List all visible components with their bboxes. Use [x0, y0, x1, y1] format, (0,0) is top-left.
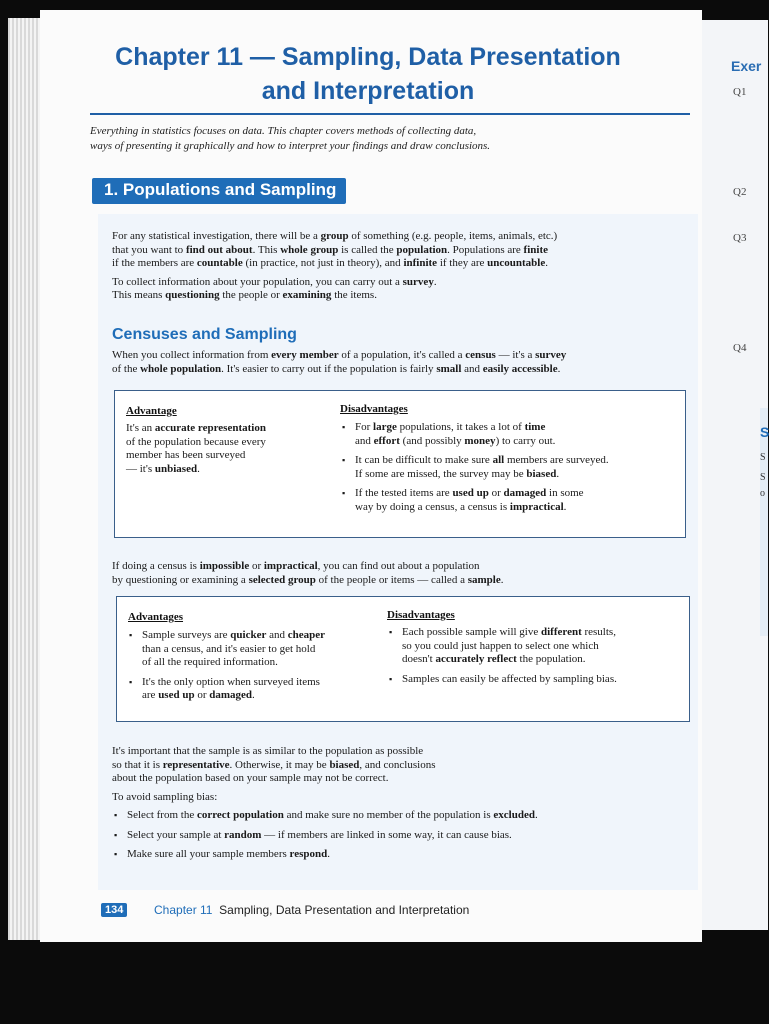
sample-disadvantages-list [387, 626, 687, 692]
bold-term: random [224, 828, 262, 841]
facing-page-heading: Exer [731, 58, 762, 74]
bold-term: whole population [140, 362, 222, 375]
survey-text: To collect information about your population, you can carry out a survey. This means questioning the people or examining the items. [112, 275, 437, 301]
census-disadvantages-heading: Disadvantages [340, 403, 408, 415]
sample-disadvantages-heading: Disadvantages [387, 609, 455, 621]
intro-line2: ways of presenting it graphically and how to interpret your findings and draw conclusions. [90, 140, 491, 152]
bold-term: impractical [509, 500, 564, 513]
bullet-item: ▪ If the tested items are used up or damaged in some way by doing a census, a census is impractical. [340, 487, 680, 514]
bold-term: excluded [493, 809, 535, 821]
bold-term: find out about [185, 243, 253, 256]
chapter-intro [90, 124, 650, 154]
bold-term: biased [329, 758, 360, 771]
bullet-item: ▪ It's the only option when surveyed items are used up or damaged. [127, 676, 382, 703]
bias-list [112, 809, 682, 862]
bold-term: quicker [230, 629, 267, 641]
bullet-item: ▪ For large populations, it takes a lot of time and effort (and possibly money) to carry out. [340, 421, 680, 448]
running-footer [154, 903, 469, 917]
facing-page-question: Q3 [733, 232, 747, 244]
bold-term: unbiased [154, 462, 198, 475]
bold-term: used up [158, 689, 195, 701]
bold-term: representative [162, 758, 230, 771]
bold-term: small [436, 362, 462, 375]
page-number: 134 [101, 903, 127, 917]
bold-term: different [541, 626, 582, 638]
footer-chapter-name: Sampling, Data Presentation and Interpretation [219, 903, 470, 917]
bullet-item: ▪ Select from the correct population and make sure no member of the population is excluded. [112, 809, 682, 823]
facing-page-panel [760, 408, 768, 636]
bold-term: easily accessible [482, 362, 558, 375]
sample-advantages-heading: Advantages [128, 611, 184, 623]
bold-term: finite [523, 243, 548, 256]
bullet-item: ▪ Each possible sample will give different results, so you could just happen to select one which doesn't accurately reflect the population. [387, 626, 687, 667]
bold-term: impossible [199, 560, 250, 572]
bold-term: survey [535, 349, 567, 361]
facing-page-question: Q4 [733, 342, 747, 354]
bold-term: uncountable [487, 257, 546, 269]
bias-lead: To avoid sampling bias: [112, 790, 218, 803]
bold-term: whole group [280, 243, 339, 256]
bullet-item: ▪ Sample surveys are quicker and cheaper than a census, and it's easier to get hold of all the required information. [127, 629, 382, 670]
bold-term: selected group [248, 573, 316, 586]
footer-chapter-label: Chapter 11 [154, 903, 213, 917]
bias-text: It's important that the sample is as similar to the population as possible so that it is representative. Otherwise, it may be biased, and conclusions about the population based on your sample may not be correct. [112, 745, 436, 784]
chapter-title-line2: and Interpretation [261, 77, 475, 105]
bold-term: damaged [503, 487, 547, 499]
bold-term: time [524, 421, 546, 433]
chapter-title [88, 40, 648, 108]
bold-term: accurate representation [154, 422, 266, 434]
bold-term: used up [452, 487, 489, 499]
bold-term: cheaper [287, 629, 325, 641]
intro-line1: Everything in statistics focuses on data. This chapter covers methods of collecting data, [90, 125, 477, 137]
bullet-item: ▪ It can be difficult to make sure all members are surveyed. If some are missed, the survey may be biased. [340, 454, 680, 481]
bold-term: correct population [196, 809, 284, 821]
bold-term: population [396, 243, 448, 256]
census-text: When you collect information from every member of a population, it's called a census — it's a survey of the whole population. It's easier to carry out if the population is fairly small and easily accessible. [112, 349, 567, 375]
bold-term: group [320, 230, 349, 242]
chapter-title-line1: Chapter 11 — Sampling, Data Presentation [115, 43, 621, 71]
bold-term: sample [467, 573, 501, 586]
sample-advantages-list [127, 629, 382, 709]
bold-term: large [373, 421, 397, 433]
bullet-item: ▪ Samples can easily be affected by sampling bias. [387, 673, 687, 687]
bold-term: money [464, 434, 496, 447]
facing-page-fragment: o [760, 488, 765, 499]
bold-term: survey [402, 275, 434, 288]
population-paragraph [112, 230, 682, 303]
subheading-censuses: Censuses and Sampling [112, 326, 297, 343]
title-rule [90, 113, 690, 115]
bold-term: accurately reflect [435, 653, 517, 665]
bold-term: biased [526, 467, 557, 480]
census-disadvantages-list [340, 421, 680, 520]
bold-term: every member [271, 349, 339, 361]
bold-term: census [465, 349, 496, 361]
sample-paragraph [112, 560, 682, 587]
census-paragraph [112, 349, 682, 376]
bold-term: questioning [165, 289, 220, 301]
bold-term: damaged [209, 689, 253, 701]
bold-term: impractical [263, 560, 318, 572]
sample-text: If doing a census is impossible or impractical, you can find out about a population by questioning or examining a selected group of the people or items — called a sample. [112, 560, 504, 586]
bold-term: countable [196, 257, 243, 269]
bold-term: infinite [403, 257, 438, 269]
population-text: For any statistical investigation, there will be a group of something (e.g. people, items, animals, etc.) that you want to find out about. This whole group is called the population. Populations are finite if the members are countable (in practice, not just in theory), and infinite if they are uncountable. [112, 230, 558, 269]
facing-page [700, 20, 768, 930]
facing-page-fragment: S [760, 452, 766, 463]
bold-term: examining [282, 289, 332, 301]
bullet-item: ▪ Make sure all your sample members respond. [112, 848, 682, 862]
facing-page-fragment: S [760, 424, 769, 440]
bullet-item: ▪ Select your sample at random — if members are linked in some way, it can cause bias. [112, 829, 682, 843]
facing-page-question: Q1 [733, 86, 747, 98]
census-advantage-heading: Advantage [126, 405, 177, 417]
bold-term: respond [289, 848, 328, 860]
facing-page-fragment: S [760, 472, 766, 483]
bold-term: all [492, 454, 505, 466]
section-heading: 1. Populations and Sampling [92, 178, 346, 204]
bias-paragraph [112, 745, 682, 868]
facing-page-question: Q2 [733, 186, 747, 198]
bold-term: effort [373, 434, 400, 447]
census-advantage-text: It's an accurate representation of the population because every member has been surveyed — it's unbiased. [126, 422, 266, 475]
